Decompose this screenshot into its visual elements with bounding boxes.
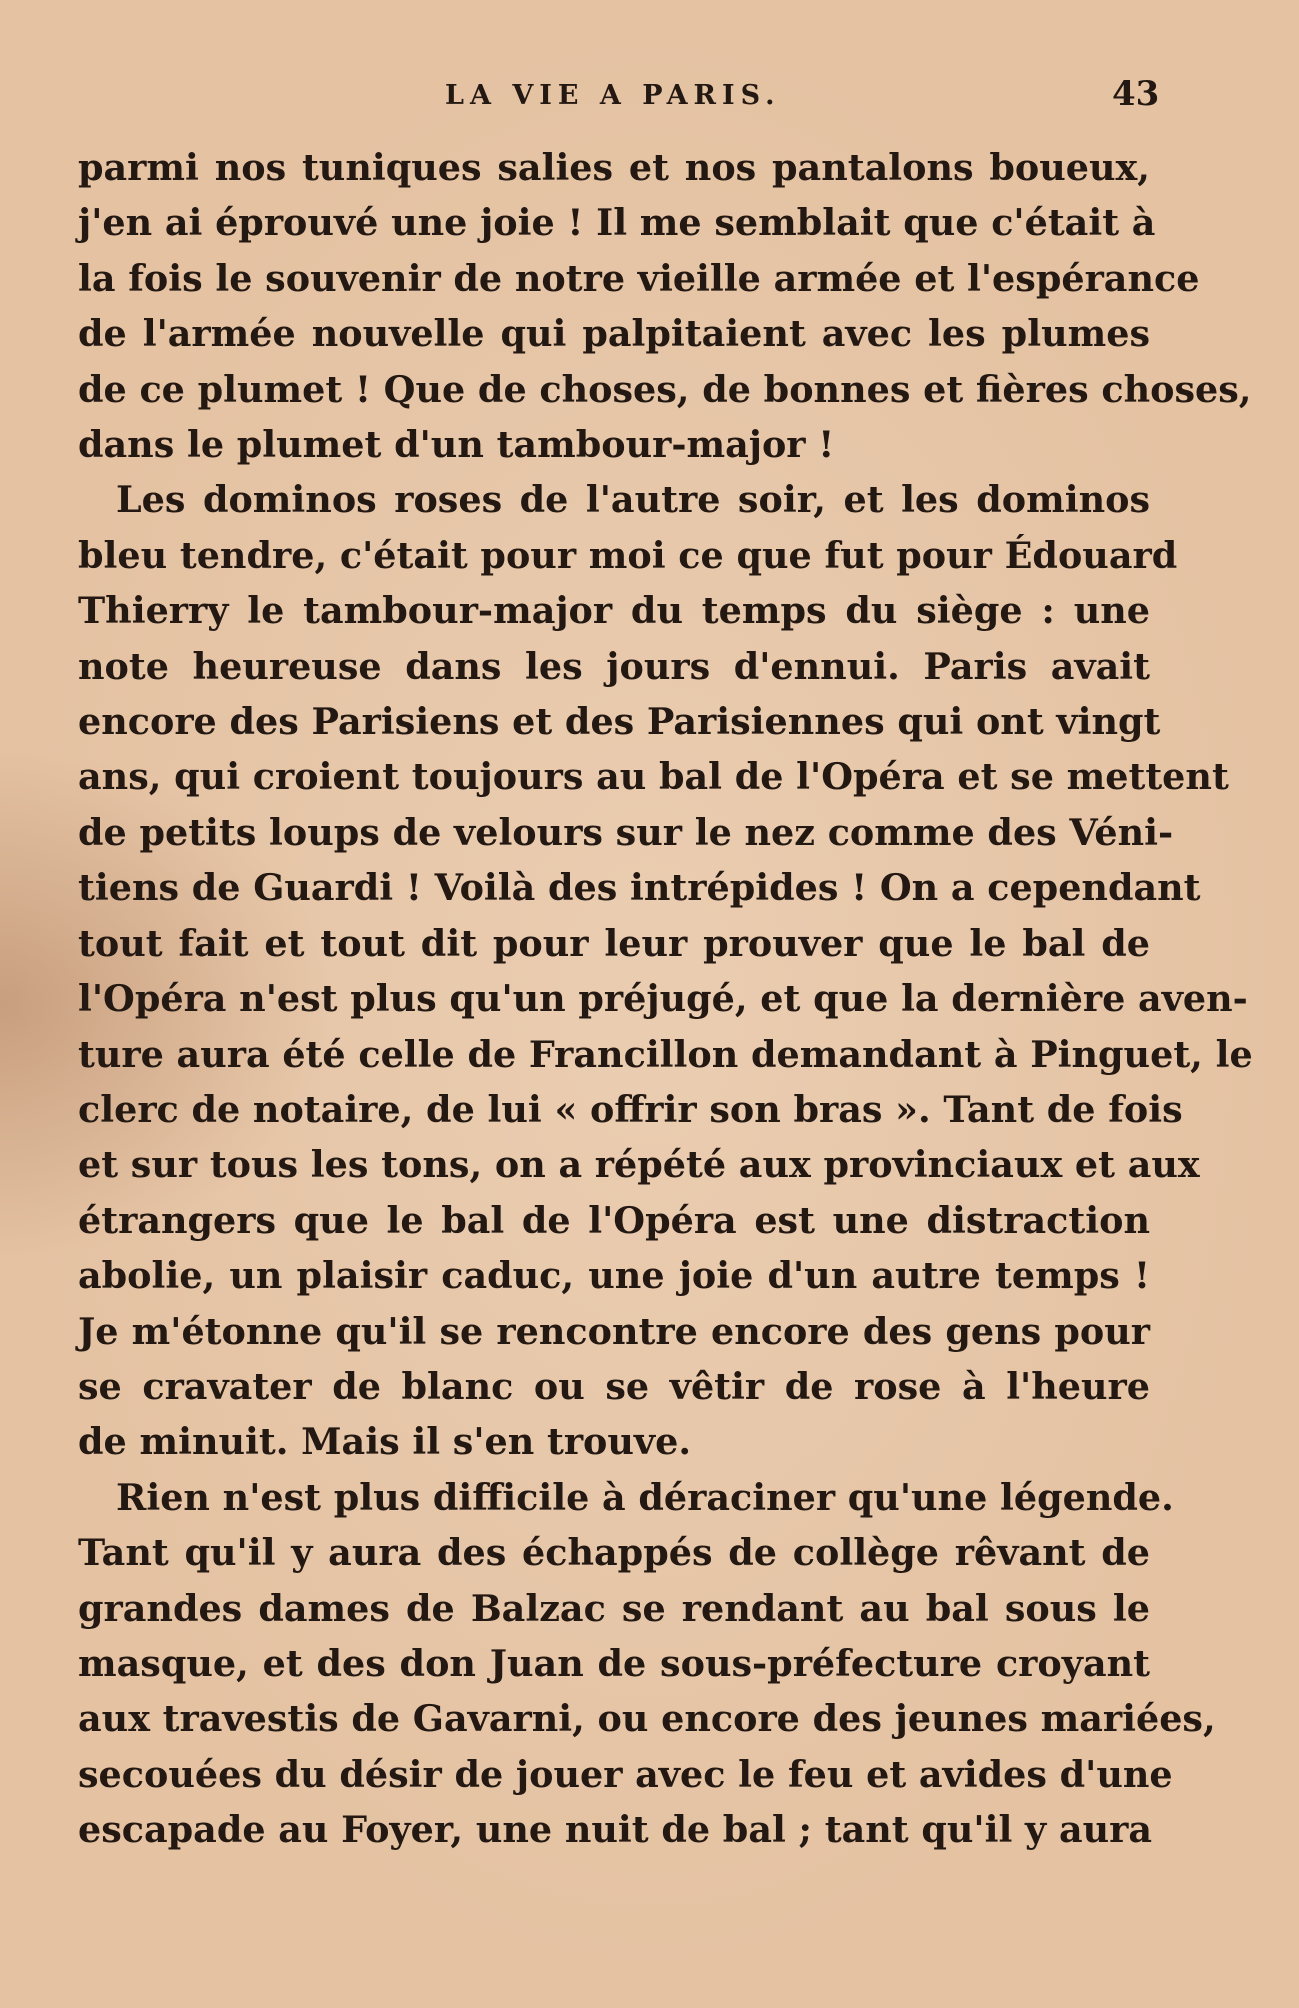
text-line: ans, qui croient toujours au bal de l'Opéra et se mettent [78, 755, 1229, 799]
text-line: j'en ai éprouvé une joie ! Il me semblait que c'était à [78, 201, 1156, 245]
text-line: encore des Parisiens et des Parisiennes qui ont vingt [78, 700, 1161, 744]
text-line: secouées du désir de jouer avec le feu et avides d'une [78, 1752, 1173, 1796]
text-line: dans le plumet d'un tambour-major ! [78, 423, 835, 467]
body-text [78, 140, 1253, 1858]
text-line: note heureuse dans les jours d'ennui. Paris avait [78, 644, 1150, 688]
text-line: de petits loups de velours sur le nez comme des Véni- [78, 810, 1174, 854]
page-number: 43 [1112, 74, 1160, 114]
text-line: ture aura été celle de Francillon demandant à Pinguet, le [78, 1032, 1253, 1076]
text-line: Tant qu'il y aura des échappés de collège rêvant de [78, 1531, 1150, 1575]
text-line: de l'armée nouvelle qui palpitaient avec les plumes [78, 312, 1150, 356]
text-line: parmi nos tuniques salies et nos pantalons boueux, [78, 146, 1150, 189]
text-line: étrangers que le bal de l'Opéra est une distraction [78, 1198, 1150, 1242]
text-line: et sur tous les tons, on a répété aux provinciaux et aux [78, 1143, 1200, 1187]
text-line: grandes dames de Balzac se rendant au bal sous le [78, 1586, 1150, 1630]
text-line: abolie, un plaisir caduc, une joie d'un autre temps ! [78, 1254, 1150, 1298]
text-line: se cravater de blanc ou se vêtir de rose à l'heure [78, 1364, 1150, 1408]
text-line: aux travestis de Gavarni, ou encore des jeunes mariées, [78, 1697, 1216, 1741]
text-line: tout fait et tout dit pour leur prouver que le bal de [78, 921, 1150, 965]
text-line: Thierry le tambour-major du temps du siège : une [78, 589, 1150, 633]
text-line: Je m'étonne qu'il se rencontre encore des gens pour [78, 1309, 1150, 1353]
text-line: la fois le souvenir de notre vieille armée et l'espérance [78, 256, 1200, 300]
text-line: masque, et des don Juan de sous-préfecture croyant [78, 1641, 1150, 1685]
text-line: Rien n'est plus difficile à déraciner qu'une légende. [116, 1475, 1174, 1519]
text-line: bleu tendre, c'était pour moi ce que fut pour Édouard [78, 533, 1178, 577]
running-head [0, 72, 1299, 122]
text-line: de minuit. Mais il s'en trouve. [78, 1420, 692, 1464]
text-line: tiens de Guardi ! Voilà des intrépides ! On a cependant [78, 866, 1201, 910]
text-line: escapade au Foyer, une nuit de bal ; tant qu'il y aura [78, 1808, 1153, 1852]
text-line: Les dominos roses de l'autre soir, et les dominos [116, 478, 1150, 522]
running-title: LA VIE A PARIS. [445, 80, 781, 111]
text-line: de ce plumet ! Que de choses, de bonnes et fières choses, [78, 367, 1252, 411]
text-line: l'Opéra n'est plus qu'un préjugé, et que la dernière aven- [78, 977, 1248, 1021]
text-line: clerc de notaire, de lui « offrir son bras ». Tant de fois [78, 1087, 1183, 1131]
